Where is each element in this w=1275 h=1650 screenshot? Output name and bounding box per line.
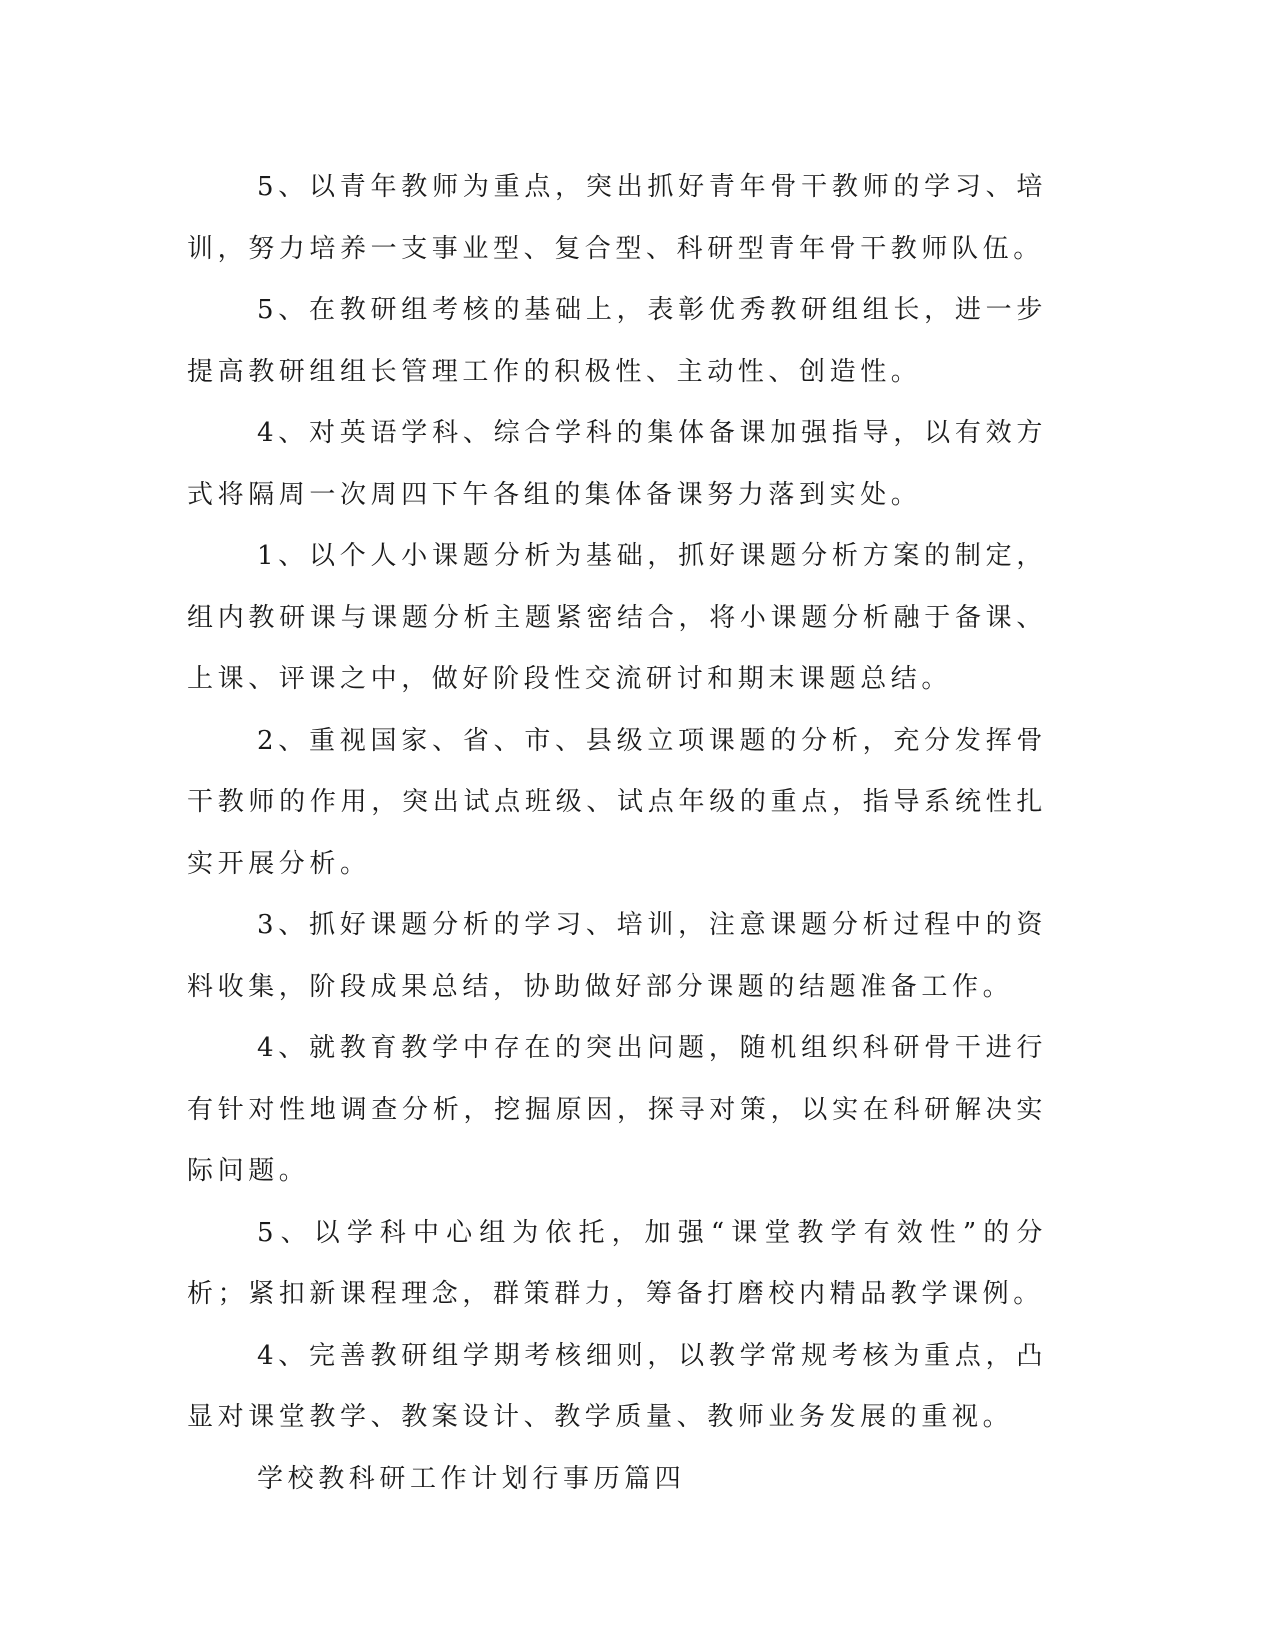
paragraph: 3、抓好课题分析的学习、培训，注意课题分析过程中的资料收集，阶段成果总结，协助做好部分课题的结题准备工作。 xyxy=(187,910,1047,1002)
paragraph: 5、以学科中心组为依托，加强“课堂教学有效性”的分析；紧扣新课程理念，群策群力，筹备打磨校内精品教学课例。 xyxy=(187,1217,1047,1309)
paragraph: 1、以个人小课题分析为基础，抓好课题分析方案的制定，组内教研课与课题分析主题紧密结合，将小课题分析融于备课、上课、评课之中，做好阶段性交流研讨和期末课题总结。 xyxy=(187,541,1047,694)
paragraph: 4、完善教研组学期考核细则，以教学常规考核为重点，凸显对课堂教学、教案设计、教学质量、教师业务发展的重视。 xyxy=(187,1340,1047,1432)
paragraph: 5、在教研组考核的基础上，表彰优秀教研组组长，进一步提高教研组组长管理工作的积极性、主动性、创造性。 xyxy=(187,295,1047,387)
section-heading: 学校教科研工作计划行事历篇四 xyxy=(257,1463,686,1494)
paragraph: 4、对英语学科、综合学科的集体备课加强指导，以有效方式将隔周一次周四下午各组的集体备课努力落到实处。 xyxy=(187,418,1047,510)
document-body xyxy=(187,157,1047,1510)
paragraph: 5、以青年教师为重点，突出抓好青年骨干教师的学习、培训，努力培养一支事业型、复合型、科研型青年骨干教师队伍。 xyxy=(187,172,1047,264)
paragraph: 4、就教育教学中存在的突出问题，随机组织科研骨干进行有针对性地调查分析，挖掘原因，探寻对策，以实在科研解决实际问题。 xyxy=(187,1033,1047,1186)
paragraph: 2、重视国家、省、市、县级立项课题的分析，充分发挥骨干教师的作用，突出试点班级、试点年级的重点，指导系统性扎实开展分析。 xyxy=(187,725,1047,879)
